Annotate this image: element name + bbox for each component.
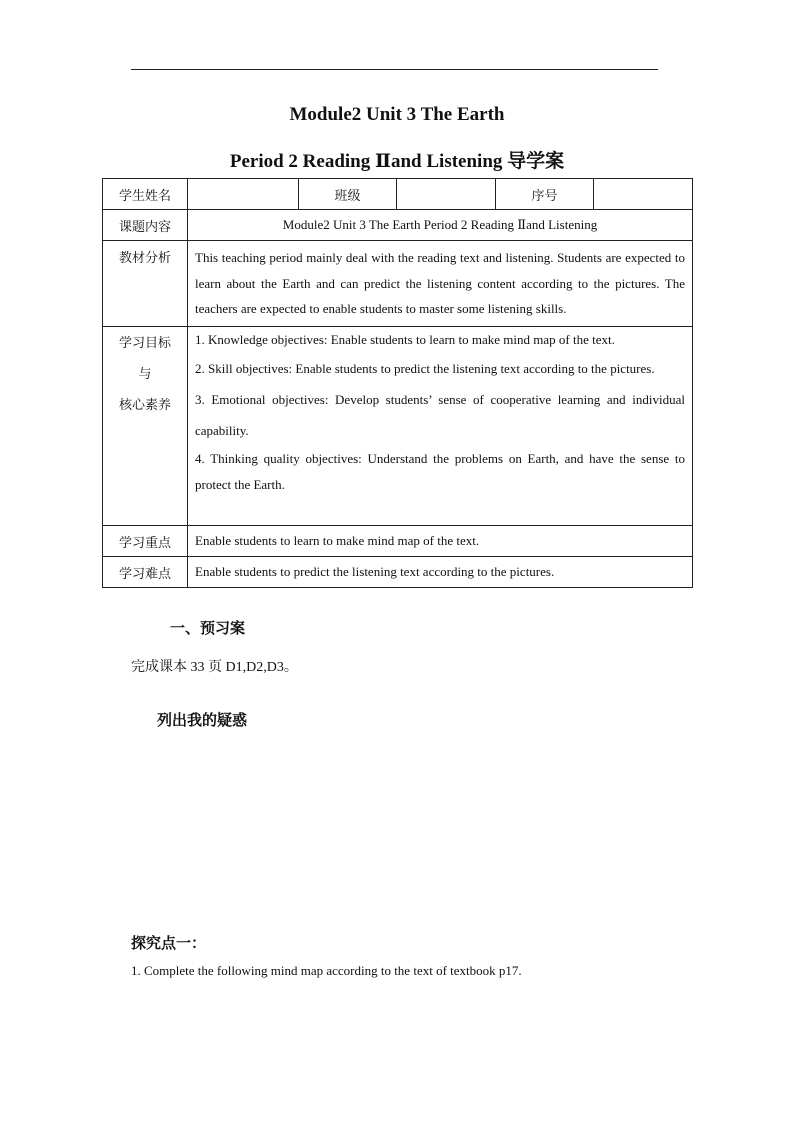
seq-label: 序号 — [496, 179, 594, 210]
preview-text: 完成课本 33 页 D1,D2,D3。 — [131, 660, 298, 675]
objective-item: 3. Emotional objectives: Develop students’ sense of cooperative learning and individual capability. — [195, 392, 685, 438]
analysis-cell — [188, 241, 693, 327]
objective-item: 4. Thinking quality objectives: Understand the problems on Earth, and have the sense to protect the Earth. — [195, 451, 685, 492]
objectives-label-line1: 学习目标 — [118, 335, 171, 350]
objective-item: 1. Knowledge objectives: Enable students to learn to make mind map of the text. — [195, 332, 615, 347]
analysis-label: 教材分析 — [103, 241, 188, 327]
explore-question: 1. Complete the following mind map according to the text of textbook p17. — [131, 963, 522, 978]
class-label: 班级 — [299, 179, 397, 210]
topic-value: Module2 Unit 3 The Earth Period 2 Reading Ⅱand Listening — [188, 210, 693, 241]
table-row — [103, 327, 693, 526]
topic-label: 课题内容 — [103, 210, 188, 241]
lesson-info-table — [102, 178, 693, 588]
objectives-cell — [188, 327, 693, 526]
preview-heading: 一、预习案 — [170, 621, 246, 637]
seq-cell[interactable] — [594, 179, 693, 210]
table-row — [103, 210, 693, 241]
explore-heading: 探究点一： — [131, 936, 207, 952]
header-rule — [131, 69, 658, 70]
difficulties-label: 学习难点 — [103, 557, 188, 588]
table-row — [103, 557, 693, 588]
student-name-label: 学生姓名 — [103, 179, 188, 210]
analysis-text: This teaching period mainly deal with the reading text and listening. Students are expected to learn about the Earth and can predict the listening content according to the pictures. The teachers are expected to enable students to master some listening skills. — [195, 250, 685, 317]
table-row — [103, 241, 693, 327]
questions-heading: 列出我的疑惑 — [157, 713, 248, 729]
objectives-label-line2: 与 — [138, 366, 152, 381]
objective-item: 2. Skill objectives: Enable students to predict the listening text according to the pictures. — [195, 361, 655, 376]
document-title: Module2 Unit 3 The Earth — [289, 104, 505, 125]
class-cell[interactable] — [397, 179, 496, 210]
document-subtitle: Period 2 Reading Ⅱand Listening 导学案 — [229, 151, 565, 172]
difficulties-value: Enable students to predict the listening text according to the pictures. — [188, 557, 693, 588]
student-name-cell[interactable] — [188, 179, 299, 210]
table-row — [103, 526, 693, 557]
key-points-value: Enable students to learn to make mind map of the text. — [188, 526, 693, 557]
key-points-label: 学习重点 — [103, 526, 188, 557]
table-row — [103, 179, 693, 210]
objectives-label — [103, 327, 188, 526]
objectives-label-line3: 核心素养 — [118, 397, 171, 412]
